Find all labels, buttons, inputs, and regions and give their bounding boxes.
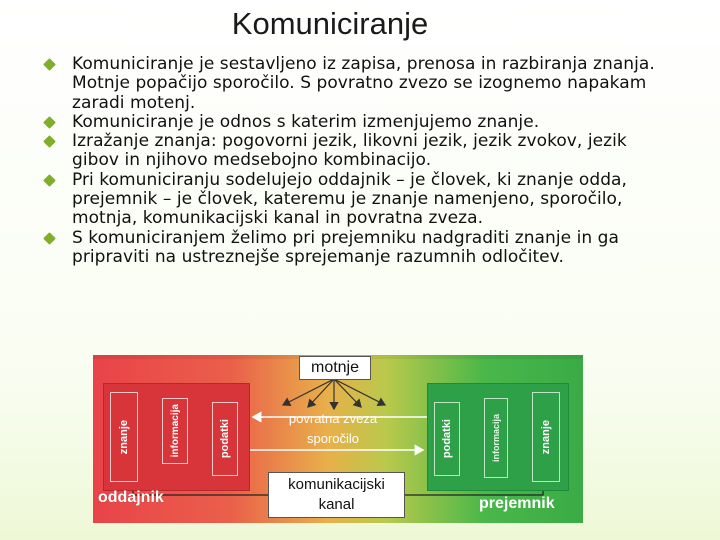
diamond-bullet-icon xyxy=(43,58,56,71)
bullet-text: Pri komuniciranju sodelujejo oddajnik – je človek, ki znanje odda, prejemnik – je človek, kateremu je znanje namenjeno, sporočilo, motnja, komunikacijski kanal in povratna zveza. xyxy=(72,169,627,229)
bullet-item xyxy=(42,55,667,113)
bullet-item xyxy=(42,132,667,171)
bullet-text: S komuniciranjem želimo pri prejemniku nadgraditi znanje in ga pripraviti na ustreznejše sprejemanje razumnih odločitev. xyxy=(72,227,619,267)
bullet-text: Izražanje znanja: pogovorni jezik, likovni jezik, jezik zvokov, jezik gibov in njihovo medsebojno kombinacijo. xyxy=(72,131,627,171)
noise-box: motnje xyxy=(299,356,371,380)
receiver-data-label: podatki xyxy=(441,419,453,459)
bullet-item xyxy=(42,171,667,229)
communication-diagram xyxy=(93,355,583,523)
receiver-caption: prejemnik xyxy=(479,495,555,512)
diamond-bullet-icon xyxy=(43,116,56,129)
sender-knowledge-box xyxy=(110,392,138,482)
receiver-information-box xyxy=(484,398,508,478)
receiver-knowledge-label: znanje xyxy=(540,419,552,455)
feedback-label: povratna zveza xyxy=(288,411,378,426)
diamond-bullet-icon xyxy=(43,135,56,148)
sender-data-label: podatki xyxy=(219,419,231,459)
channel-label: komunikacijski kanal xyxy=(288,476,385,513)
bullet-list xyxy=(42,55,667,267)
bullet-text: Komuniciranje je odnos s katerim izmenjujemo znanje. xyxy=(72,111,540,132)
receiver-data-box xyxy=(434,402,460,476)
receiver-information-label: informacija xyxy=(491,413,501,462)
sender-caption: oddajnik xyxy=(98,489,164,506)
slide-title: Komuniciranje xyxy=(231,6,429,41)
bullet-item xyxy=(42,113,667,132)
sender-data-box xyxy=(212,402,238,476)
sender-information-label: informacija xyxy=(169,404,181,458)
bullet-text: Komuniciranje je sestavljeno iz zapisa, prenosa in razbiranja znanja. Motnje popačijo sporočilo. S povratno zvezo se izognemo napakam zaradi motenj. xyxy=(72,54,655,113)
diamond-bullet-icon xyxy=(43,174,56,187)
sender-information-box xyxy=(162,398,188,464)
channel-box xyxy=(268,472,405,518)
sender-box xyxy=(103,383,250,491)
sender-knowledge-label: znanje xyxy=(118,419,130,455)
message-label: sporočilo xyxy=(306,431,360,446)
receiver-knowledge-box xyxy=(532,392,560,482)
receiver-box xyxy=(427,383,569,491)
diamond-bullet-icon xyxy=(43,232,56,245)
bullet-item xyxy=(42,229,667,268)
